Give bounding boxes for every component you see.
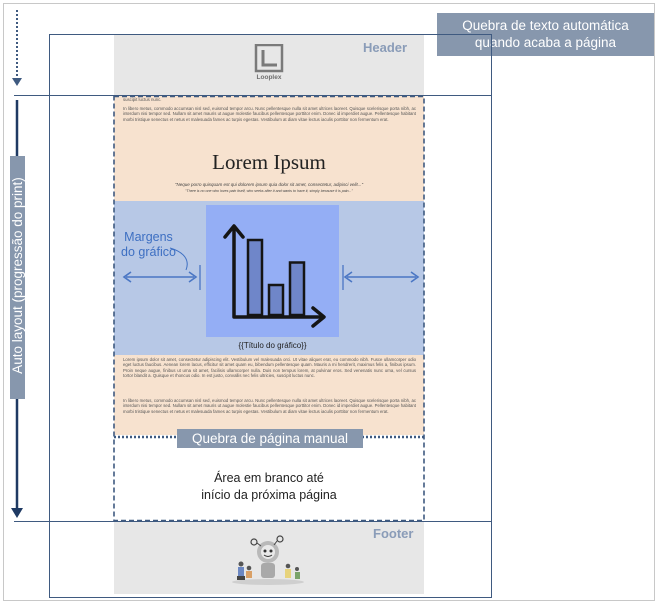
auto-layout-label: Auto layout (progressão do print) — [10, 177, 25, 374]
margins-label-line-2: do gráfico — [121, 245, 176, 259]
quote-line-2: "There is no one who loves pain itself, who seeks after it and wants to have it, simply because it is pain..." — [185, 189, 353, 193]
paragraph-1: In libero metus, commodo accumsan nisl sed, euismod tempor arcu. Nunc pellentesque nulla sit amet ultrices laoreet. Quisque scelerisque porta nibh, ac interdum nisi tempor sed. Nullam sit amet mauris ut augue molestie faucibus pellentesque porttitor enim. Donec id imperdiet augue. Pellentesque habitant morbi tristique senectus et netus et malesuada fames ac turpis egestas. Vestibulum at diam vitae lectus iaculis porttitor non fermentum erat. — [123, 106, 416, 122]
manual-page-break-label: Quebra de página manual — [177, 429, 363, 448]
dashed-content-border — [114, 97, 424, 521]
quote-line-1: "Neque porro quisquam est qui dolorem ipsum quia dolor sit amet, consectetur, adipisci velit..." — [174, 182, 364, 187]
callout-line-2: quando acaba a página — [474, 35, 617, 50]
margins-label-line-1: Margens — [124, 230, 173, 244]
dotted-arrow-head — [12, 78, 22, 86]
paragraph-3: In libero metus, commodo accumsan nisl sed, euismod tempor arcu. Nunc pellentesque nulla sit amet ultrices laoreet. Quisque scelerisque porta nibh, ac interdum nisi tempor sed. Nullam sit amet mauris ut augue molestie faucibus pellentesque porttitor enim. Donec id imperdiet augue. Pellentesque habitant morbi tristique senectus et netus et malesuada fames ac turpis egestas. Vestibulum at diam vitae lectus iaculis porttitor non fermentum erat. — [123, 398, 416, 414]
top-line-text: suscipit luctus nunc. — [123, 97, 162, 102]
blank-area-text — [114, 470, 424, 504]
document-title: Lorem Ipsum — [212, 150, 326, 174]
footer-label: Footer — [373, 526, 414, 541]
auto-layout-arrow-head — [11, 508, 23, 518]
header-label: Header — [363, 40, 408, 55]
blank-area-line-2: início da próxima página — [201, 488, 337, 502]
paragraph-2: Lorem ipsum dolor sit amet, consectetur adipiscing elit. Vestibulum vel malesuada orci. Ut vitae aliquet erat, eu commodo nibh. Fusce ullamcorper odio eget luctus faucibus. Aenean lorem lacus, efficitur sit amet quam eu, bibendum pellentesque quam. Mauris a mi hendrerit, maximus felis a, finibus ipsum. Proin neque augue, finibus ut urna sit amet, facilisis ullamcorper nulla. Duis non tempus lorem, at pulvinar eros. Sed venenatis nunc urna, vel cursus tortor blandit a. Quisque et rhoncus odio. In est justo, convallis nec felis ultricies, suscipit luctus nunc. — [123, 357, 416, 379]
callout-line-1: Quebra de texto automática — [462, 18, 629, 33]
chart-caption: {{Título do gráfico}} — [238, 341, 307, 350]
people-with-robot-icon — [228, 530, 308, 586]
blank-area-line-1: Área em branco até — [214, 471, 324, 485]
logo-text: Looplex — [256, 74, 282, 81]
